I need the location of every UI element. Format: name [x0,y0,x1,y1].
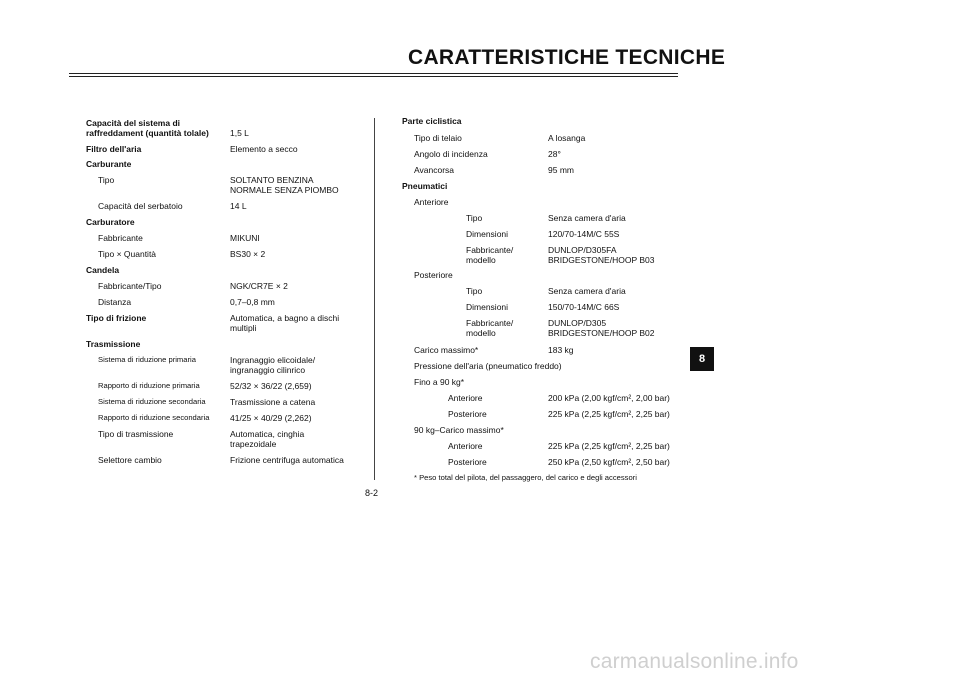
spec-line: Frizione centrifuga automatica [230,455,344,465]
spec-line: Elemento a secco [230,144,298,154]
spec-line: Rapporto di riduzione secondaria [98,413,210,422]
spec-line: 225 kPa (2,25 kgf/cm², 2,25 bar) [548,441,670,451]
watermark: carmanualsonline.info [590,650,799,673]
spec-line: Dimensioni [466,302,509,312]
spec-line: Capacità del serbatoio [98,201,183,211]
spec-line: Angolo di incidenza [414,149,488,159]
page-title: CARATTERISTICHE TECNICHE [408,46,726,69]
spec-line: * Peso total del pilota, del passaggero, del carico e degli accessori [414,473,637,482]
spec-line: modello [466,255,496,265]
title-rule-bottom [69,76,678,77]
spec-line: Parte ciclistica [402,116,462,126]
spec-line: MIKUNI [230,233,260,243]
spec-line: Automatica, cinghia [230,429,305,439]
spec-line: Fabbricante/ [466,318,514,328]
spec-line: Sistema di riduzione secondaria [98,397,206,406]
spec-line: Posteriore [448,457,487,467]
spec-line: A losanga [548,133,586,143]
spec-line: multipli [230,323,257,333]
spec-line: 90 kg–Carico massimo* [414,425,504,435]
spec-line: 14 L [230,201,247,211]
spec-line: NGK/CR7E × 2 [230,281,288,291]
spec-line: Posteriore [448,409,487,419]
spec-line: 41/25 × 40/29 (2,262) [230,413,312,423]
spec-line: Pneumatici [402,181,448,191]
spec-line: BS30 × 2 [230,249,266,259]
spec-line: Tipo × Quantità [98,249,157,259]
spec-line: 200 kPa (2,00 kgf/cm², 2,00 bar) [548,393,670,403]
spec-line: modello [466,328,496,338]
spec-line: 28° [548,149,561,159]
spec-line: Fabbricante [98,233,143,243]
spec-line: DUNLOP/D305FA [548,245,617,255]
spec-line: BRIDGESTONE/HOOP B02 [548,328,655,338]
spec-line: Tipo di trasmissione [98,429,174,439]
spec-line: Distanza [98,297,132,307]
spec-line: Tipo [98,175,115,185]
spec-line: raffreddament (quantità tolale) [86,128,209,138]
spec-line: Sistema di riduzione primaria [98,355,196,364]
spec-line: SOLTANTO BENZINA [230,175,314,185]
title-rule-top [69,73,678,74]
spec-line: Filtro dell'aria [86,144,142,154]
spec-line: Avancorsa [414,165,455,175]
spec-line: ingranaggio cilinrico [230,365,306,375]
spec-line: NORMALE SENZA PIOMBO [230,185,339,195]
spec-line: Senza camera d'aria [548,286,626,296]
spec-line: Fino a 90 kg* [414,377,465,387]
spec-line: Tipo [466,213,483,223]
spec-line: Automatica, a bagno a dischi [230,313,340,323]
spec-line: 1,5 L [230,128,249,138]
spec-line: Pressione dell'aria (pneumatico freddo) [414,361,562,371]
spec-line: 250 kPa (2,50 kgf/cm², 2,50 bar) [548,457,670,467]
spec-line: Anteriore [448,393,483,403]
spec-line: Tipo di frizione [86,313,147,323]
spec-line: Trasmissione a catena [230,397,316,407]
spec-line: 0,7–0,8 mm [230,297,275,307]
spec-line: 120/70-14M/C 55S [548,229,620,239]
spec-line: 225 kPa (2,25 kgf/cm², 2,25 bar) [548,409,670,419]
column-divider [374,118,375,480]
spec-line: Fabbricante/ [466,245,514,255]
spec-line: Carburante [86,159,132,169]
spec-line: Tipo di telaio [414,133,462,143]
spec-line: Posteriore [414,270,453,280]
spec-line: 150/70-14M/C 66S [548,302,620,312]
spec-line: 95 mm [548,165,574,175]
spec-line: Candela [86,265,120,275]
spec-line: Trasmissione [86,339,141,349]
spec-line: 52/32 × 36/22 (2,659) [230,381,312,391]
spec-line: Carico massimo* [414,345,479,355]
spec-line: Senza camera d'aria [548,213,626,223]
spec-line: Fabbricante/Tipo [98,281,162,291]
spec-line: BRIDGESTONE/HOOP B03 [548,255,655,265]
spec-line: Anteriore [448,441,483,451]
spec-line: Rapporto di riduzione primaria [98,381,200,390]
spec-line: Selettore cambio [98,455,162,465]
section-tab: 8 [690,347,714,371]
spec-line: Carburatore [86,217,135,227]
spec-line: 183 kg [548,345,574,355]
spec-line: Tipo [466,286,483,296]
spec-line: Ingranaggio elicoidale/ [230,355,316,365]
spec-line: DUNLOP/D305 [548,318,607,328]
spec-line: Anteriore [414,197,449,207]
spec-line: Dimensioni [466,229,509,239]
spec-line: Capacità del sistema di [86,118,181,128]
page-number: 8-2 [365,488,379,498]
spec-line: trapezoidale [230,439,277,449]
